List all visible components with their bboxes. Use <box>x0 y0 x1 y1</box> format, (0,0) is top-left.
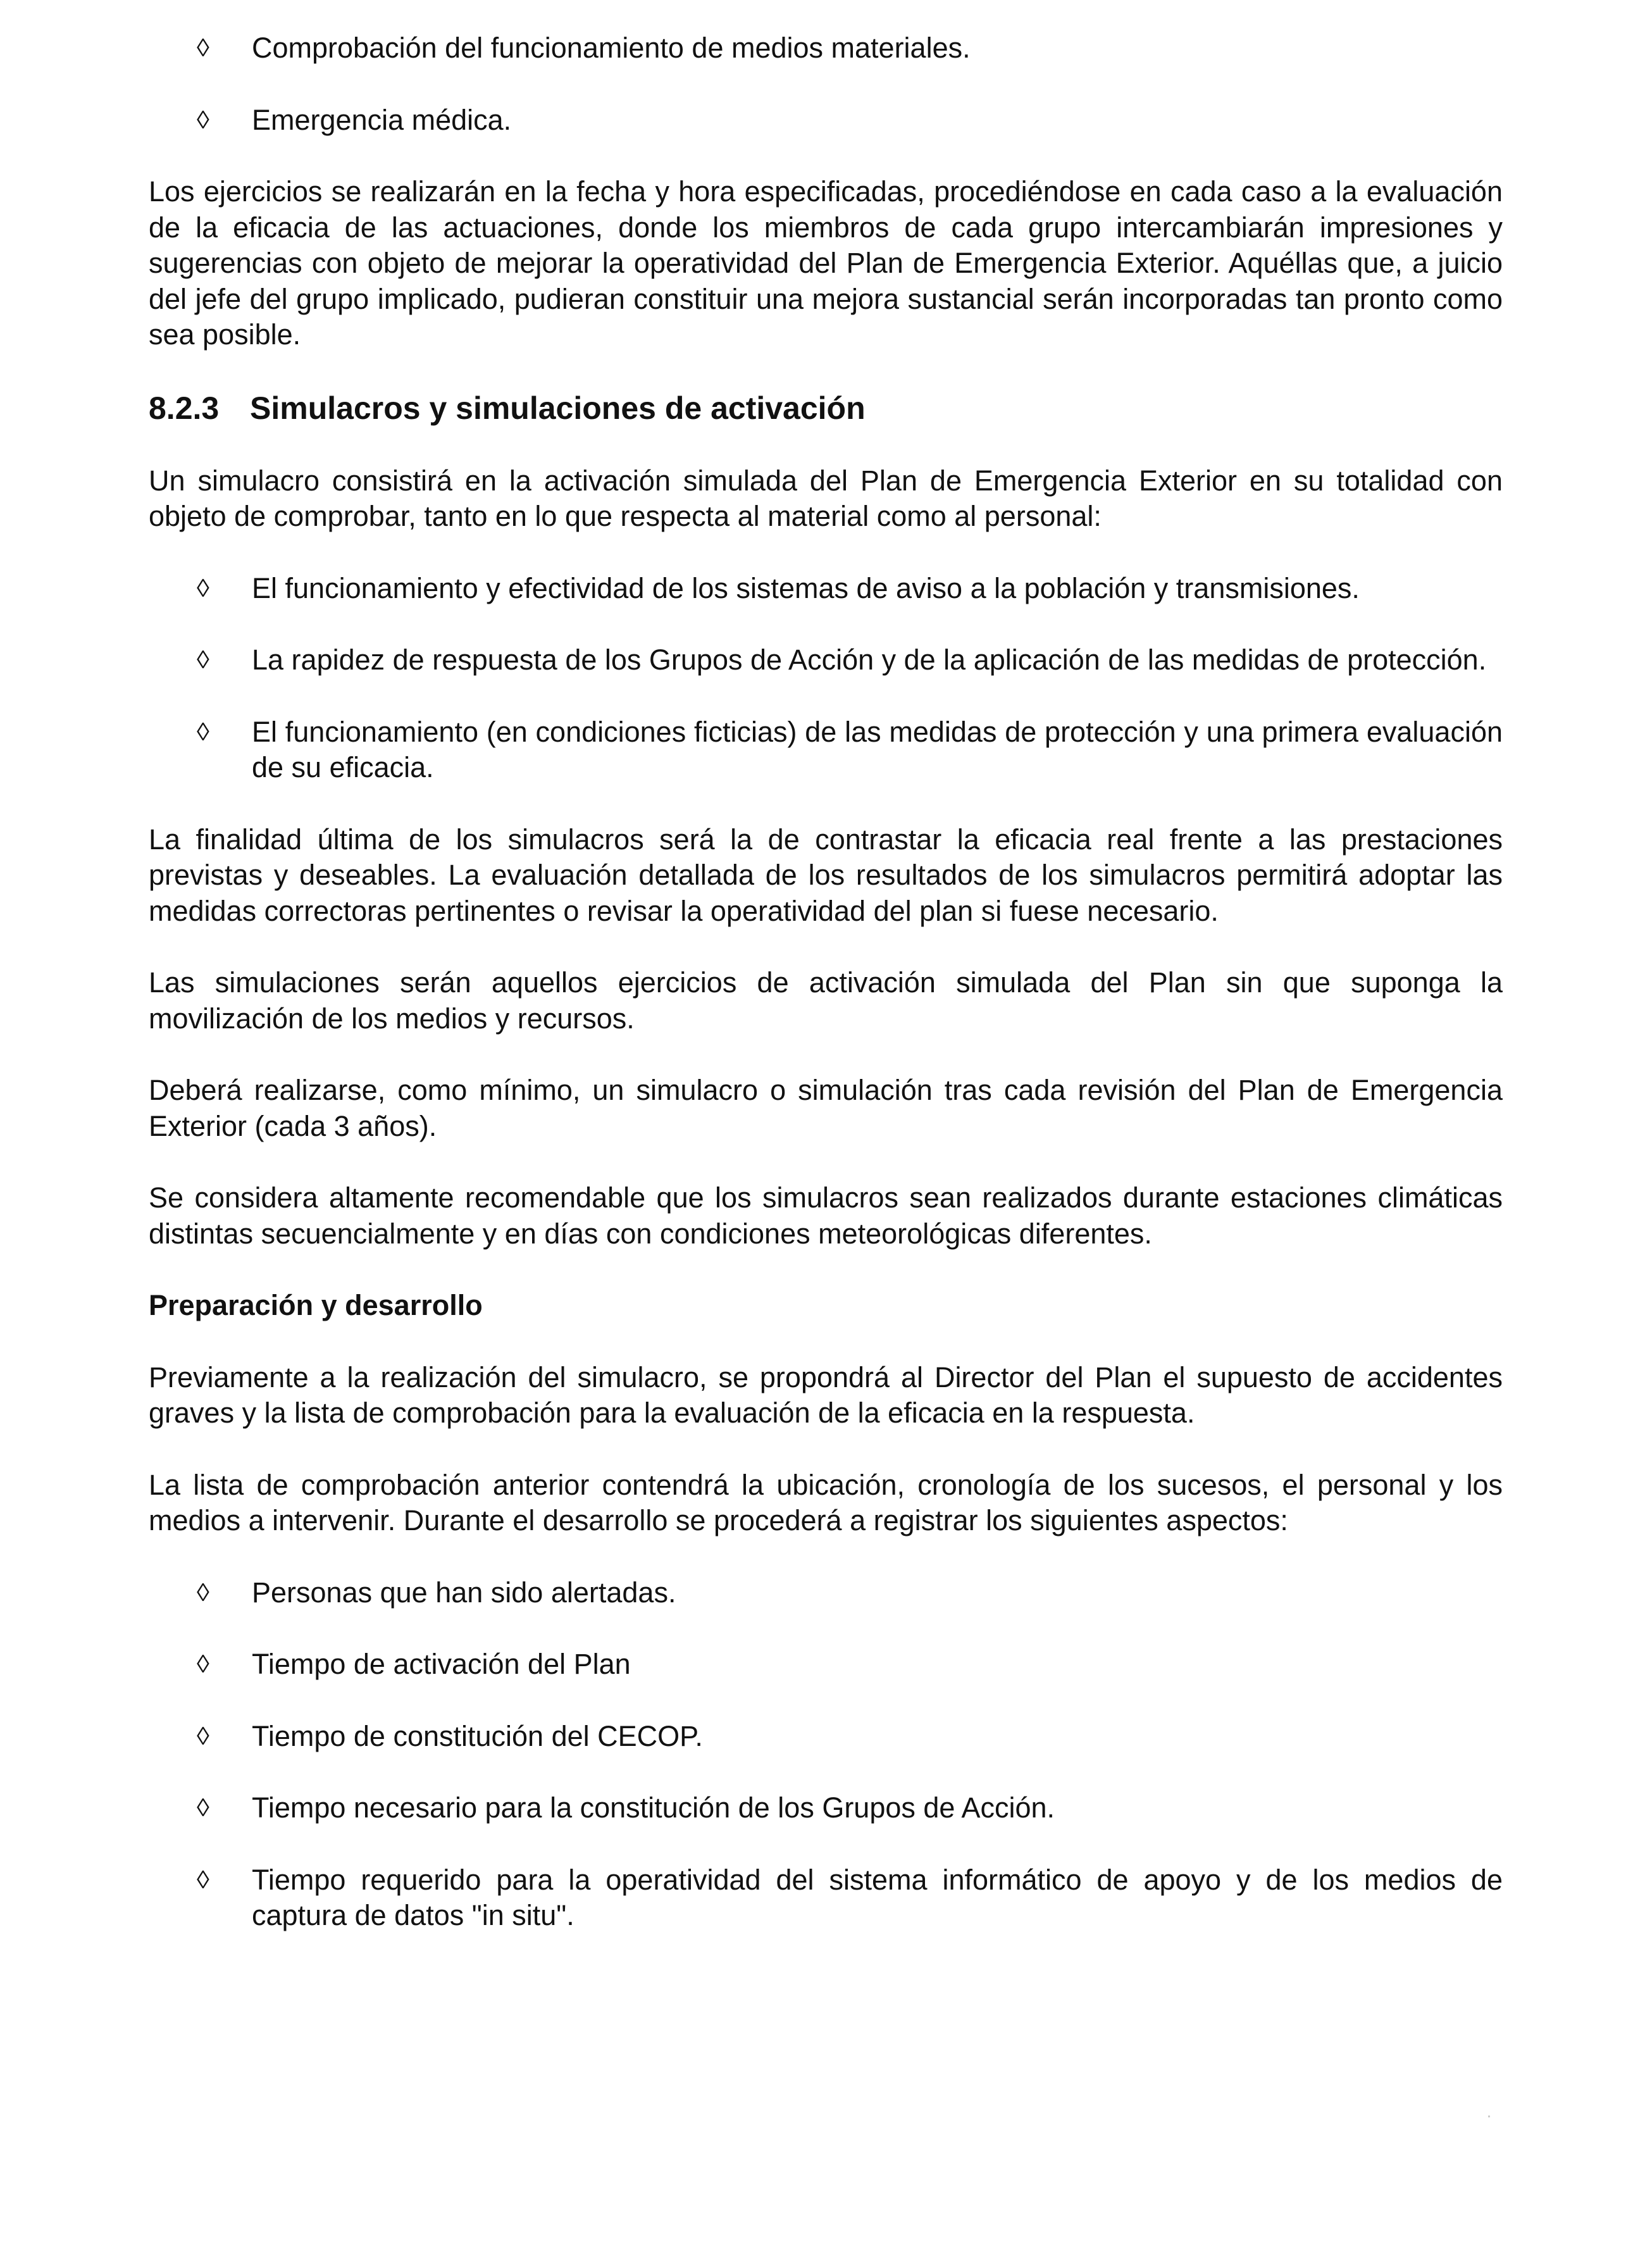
list-item-text: La rapidez de respuesta de los Grupos de Acción y de la aplicación de las medidas de protección. <box>252 644 1487 676</box>
list-item <box>149 642 1503 678</box>
document-page <box>149 30 1503 1970</box>
list-item <box>149 1575 1503 1611</box>
paragraph-previamente: Previamente a la realización del simulacro, se propondrá al Director del Plan el supuesto de accidentes graves y la lista de comprobación para la evaluación de la eficacia en la respuesta. <box>149 1361 1503 1429</box>
diamond-bullet-icon: ◊ <box>197 1722 209 1750</box>
diamond-bullet-icon: ◊ <box>197 1650 209 1678</box>
paragraph-lista: La lista de comprobación anterior contendrá la ubicación, cronología de los sucesos, el personal y los medios a intervenir. Durante el desarrollo se procederá a registrar los siguientes aspectos: <box>149 1468 1503 1536</box>
list-item-text: Emergencia médica. <box>252 103 512 136</box>
section-number: 8.2.3 <box>149 390 220 426</box>
subheading: Preparación y desarrollo <box>149 1289 483 1321</box>
list-item-text: Personas que han sido alertadas. <box>252 1576 676 1609</box>
diamond-bullet-icon: ◊ <box>197 646 209 674</box>
scan-speck <box>1488 2115 1490 2117</box>
paragraph-finalidad: La finalidad última de los simulacros será la de contrastar la eficacia real frente a las prestaciones previstas y deseables. La evaluación detallada de los resultados de los simulacros permitirá adoptar las medidas correctoras pertinentes o revisar la operatividad del plan si fuese necesario. <box>149 823 1503 927</box>
section-heading <box>149 389 1503 427</box>
paragraph-simulacro: Un simulacro consistirá en la activación simulada del Plan de Emergencia Exterior en su totalidad con objeto de comprobar, tanto en lo que respecta al material como al personal: <box>149 464 1503 532</box>
registro-bullet-list <box>149 1575 1503 1934</box>
diamond-bullet-icon: ◊ <box>197 1866 209 1894</box>
diamond-bullet-icon: ◊ <box>197 106 209 134</box>
list-item-text: Tiempo de activación del Plan <box>252 1648 631 1680</box>
diamond-bullet-icon: ◊ <box>197 34 209 62</box>
paragraph-simulaciones: Las simulaciones serán aquellos ejercicios de activación simulada del Plan sin que suponga la movilización de los medios y recursos. <box>149 966 1503 1035</box>
diamond-bullet-icon: ◊ <box>197 1794 209 1822</box>
list-item-text: El funcionamiento (en condiciones ficticias) de las medidas de protección y una primera evaluación de su eficacia. <box>252 715 1503 783</box>
paragraph-recomendable: Se considera altamente recomendable que los simulacros sean realizados durante estaciones climáticas distintas secuencialmente y en días con condiciones meteorológicas diferentes. <box>149 1181 1503 1250</box>
diamond-bullet-icon: ◊ <box>197 1578 209 1607</box>
list-item <box>149 1862 1503 1934</box>
simulacro-bullet-list <box>149 571 1503 786</box>
list-item-text: Tiempo de constitución del CECOP. <box>252 1719 703 1752</box>
diamond-bullet-icon: ◊ <box>197 718 209 746</box>
list-item <box>149 1647 1503 1683</box>
list-item <box>149 1790 1503 1826</box>
paragraph-minimo: Deberá realizarse, como mínimo, un simulacro o simulación tras cada revisión del Plan de Emergencia Exterior (cada 3 años). <box>149 1074 1503 1142</box>
section-title: Simulacros y simulaciones de activación <box>250 390 866 426</box>
paragraph-exercises: Los ejercicios se realizarán en la fecha y hora especificadas, procediéndose en cada caso a la evaluación de la eficacia de las actuaciones, donde los miembros de cada grupo intercambiarán impresiones y sugerencias con objeto de mejorar la operatividad del Plan de Emergencia Exterior. Aquéllas que, a juicio del jefe del grupo implicado, pudieran constituir una mejora sustancial serán incorporadas tan pronto como sea posible. <box>149 175 1503 351</box>
list-item-text: El funcionamiento y efectividad de los sistemas de aviso a la población y transmisiones. <box>252 571 1360 604</box>
list-item-text: Comprobación del funcionamiento de medios materiales. <box>252 32 971 64</box>
intro-bullet-list <box>149 30 1503 138</box>
list-item <box>149 714 1503 786</box>
list-item-text: Tiempo requerido para la operatividad del sistema informático de apoyo y de los medios de captura de datos "in situ". <box>252 1863 1503 1931</box>
list-item-text: Tiempo necesario para la constitución de los Grupos de Acción. <box>252 1791 1055 1824</box>
diamond-bullet-icon: ◊ <box>197 574 209 602</box>
list-item <box>149 1719 1503 1755</box>
list-item <box>149 571 1503 607</box>
list-item <box>149 30 1503 66</box>
list-item <box>149 103 1503 139</box>
